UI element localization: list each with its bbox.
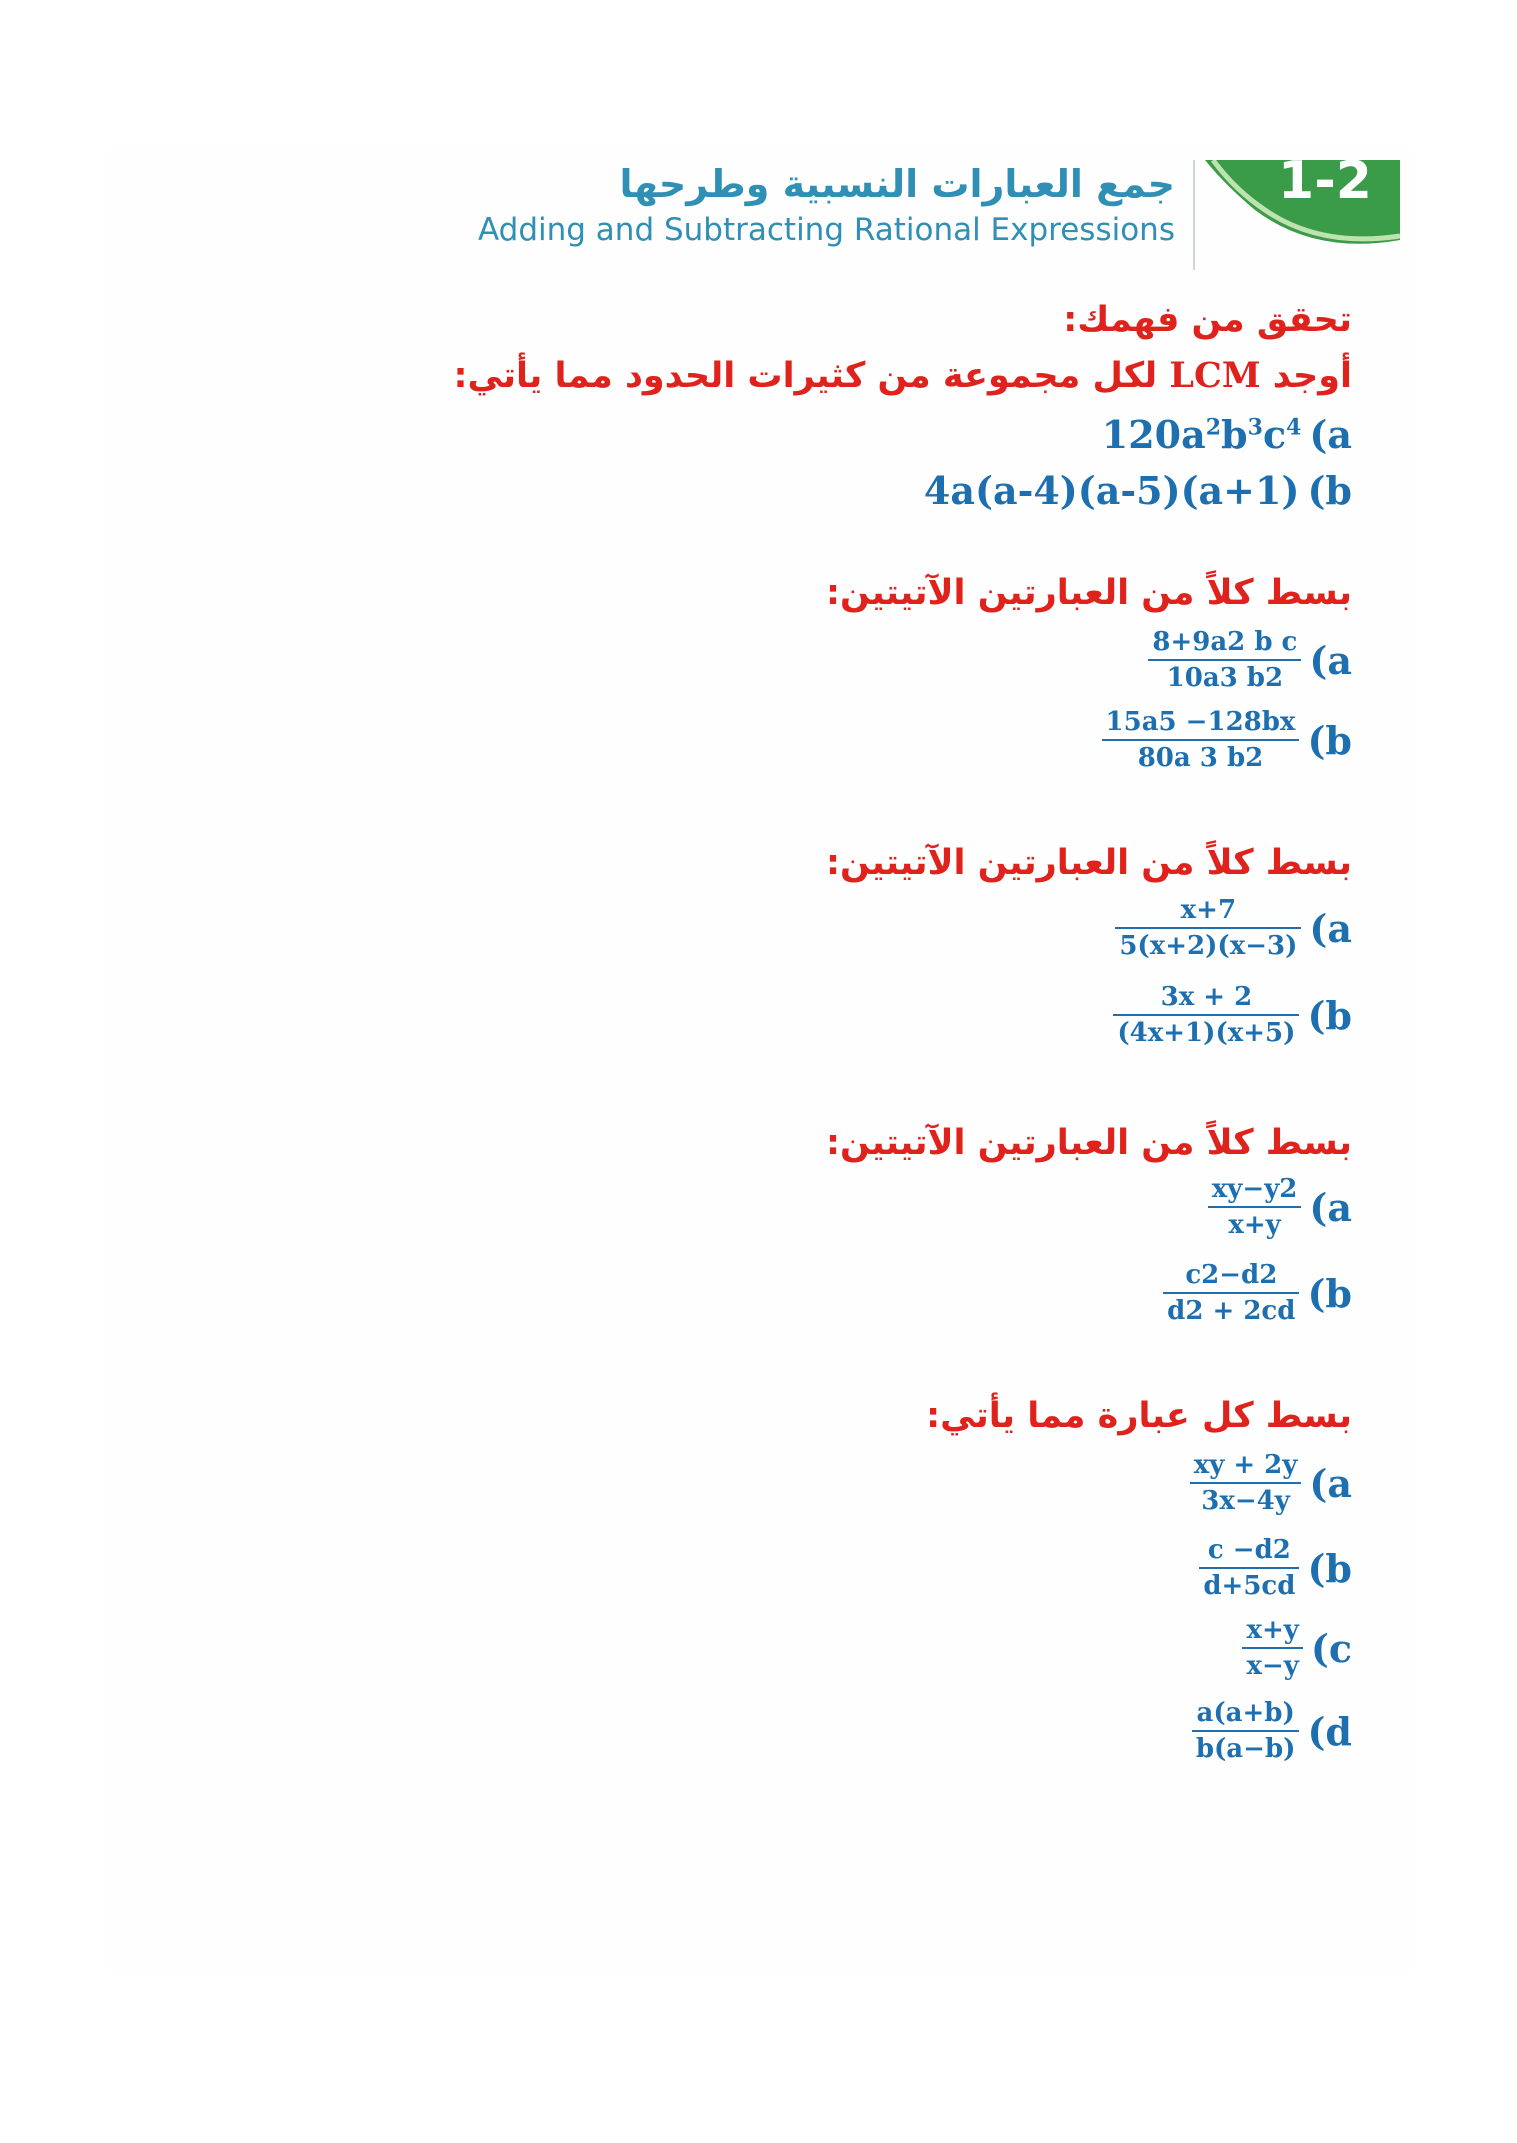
s3-item-b — [1107, 980, 1352, 1050]
denominator: 80a 3 b2 — [1137, 743, 1264, 773]
subheading-post: لكل مجموعة من كثيرات الحدود مما يأتي: — [453, 356, 1158, 396]
fraction — [1115, 893, 1301, 963]
item-label: (b — [1307, 992, 1352, 1038]
numerator: a(a+b) — [1196, 1698, 1295, 1728]
s5-item-a — [1184, 1448, 1352, 1518]
fraction — [1192, 1696, 1300, 1766]
numerator: 15a5 −128bx — [1105, 707, 1296, 737]
s2-item-b — [1096, 705, 1352, 775]
subheading-lcm: LCM — [1169, 355, 1261, 396]
denominator: 5(x+2)(x−3) — [1119, 931, 1298, 961]
fraction — [1208, 1172, 1302, 1242]
section-2-heading: بسط كلاً من العبارتين الآتيتين: — [825, 573, 1352, 613]
item-label: (d — [1307, 1708, 1352, 1754]
numerator: xy−y2 — [1211, 1174, 1298, 1204]
denominator: x+y — [1228, 1210, 1281, 1240]
item-label: (a — [1309, 412, 1352, 457]
s5-item-b — [1193, 1533, 1352, 1603]
s5-item-c — [1236, 1613, 1352, 1683]
fraction — [1242, 1613, 1302, 1683]
denominator: 10a3 b2 — [1166, 663, 1284, 693]
numerator: c −d2 — [1207, 1535, 1291, 1565]
section-3-heading: بسط كلاً من العبارتين الآتيتين: — [825, 843, 1352, 883]
section-1-heading: تحقق من فهمك: — [1063, 300, 1352, 340]
monomial-expression: $120a^2b^3c^4$ — [1101, 412, 1302, 457]
denominator: d+5cd — [1203, 1571, 1296, 1601]
s4-item-a — [1202, 1172, 1352, 1242]
numerator: 3x + 2 — [1160, 982, 1253, 1012]
lesson-badge — [1195, 160, 1400, 270]
item-label: (b — [1307, 717, 1352, 763]
item-label: (a — [1309, 905, 1352, 951]
polynomial-expression: 4a(a-4)(a-5)(a+1) — [923, 468, 1300, 513]
item-label: (b — [1307, 468, 1352, 513]
fraction — [1113, 980, 1299, 1050]
section-5-heading: بسط كل عبارة مما يأتي: — [926, 1396, 1352, 1436]
numerator: x+7 — [1180, 895, 1237, 925]
denominator: b(a−b) — [1195, 1734, 1296, 1764]
numerator: x+y — [1246, 1615, 1299, 1645]
denominator: x−y — [1246, 1651, 1299, 1681]
s1-item-a — [1102, 412, 1352, 457]
fraction — [1148, 625, 1301, 695]
s2-item-a — [1142, 625, 1352, 695]
subheading-pre: أوجد — [1272, 356, 1352, 396]
item-label: (b — [1307, 1270, 1352, 1316]
s3-item-a — [1109, 893, 1352, 963]
lesson-number: 1-2 — [1278, 160, 1372, 211]
item-label: (b — [1307, 1545, 1352, 1591]
s1-item-b — [924, 468, 1352, 513]
item-label: (a — [1309, 1184, 1352, 1230]
denominator: 3x−4y — [1201, 1486, 1290, 1516]
item-label: (a — [1309, 1460, 1352, 1506]
section-1-subheading — [453, 355, 1352, 396]
lesson-title-arabic: جمع العبارات النسبية وطرحها — [619, 162, 1175, 206]
lesson-header — [440, 160, 1400, 270]
item-label: (a — [1309, 637, 1352, 683]
fraction — [1190, 1448, 1302, 1518]
numerator: c2−d2 — [1185, 1260, 1278, 1290]
denominator: (4x+1)(x+5) — [1117, 1018, 1296, 1048]
fraction — [1163, 1258, 1299, 1328]
numerator: 8+9a2 b c — [1152, 627, 1298, 657]
numerator: xy + 2y — [1193, 1450, 1298, 1480]
fraction — [1102, 705, 1300, 775]
s4-item-b — [1157, 1258, 1352, 1328]
section-4-heading: بسط كلاً من العبارتين الآتيتين: — [825, 1123, 1352, 1163]
s5-item-d — [1186, 1696, 1352, 1766]
fraction — [1199, 1533, 1299, 1603]
item-label: (c — [1310, 1625, 1352, 1671]
lesson-title-english: Adding and Subtracting Rational Expressions — [477, 212, 1175, 248]
denominator: d2 + 2cd — [1167, 1296, 1296, 1326]
